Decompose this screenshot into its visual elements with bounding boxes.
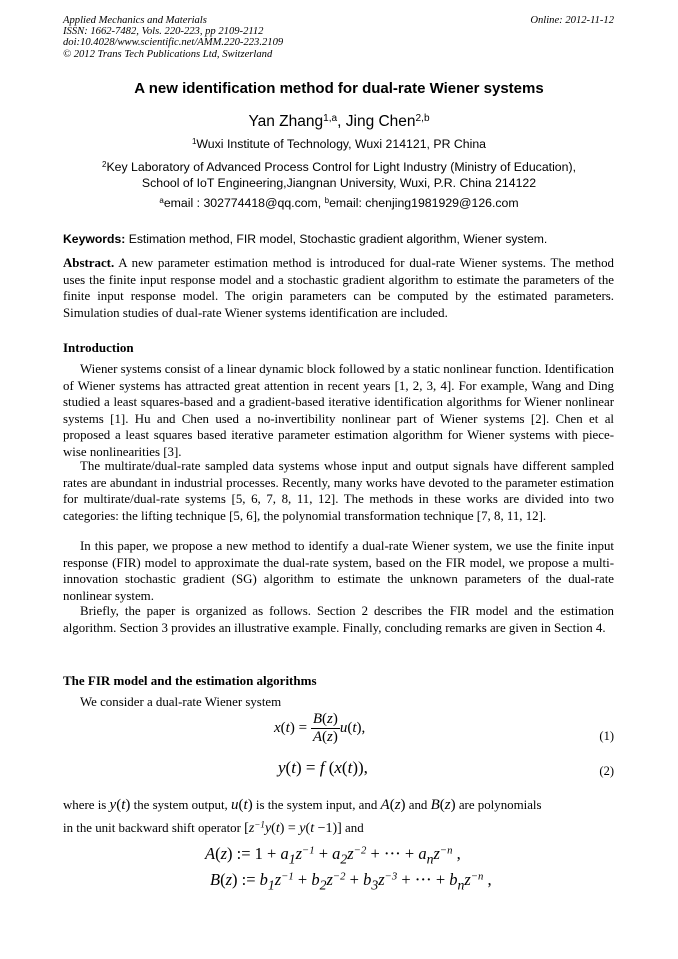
paper-title: A new identification method for dual-rate Wiener systems [134,80,544,97]
email-address: email : 302774418@qq.com, [163,196,325,210]
online-date: Online: 2012-11-12 [530,15,614,26]
keywords-label: Keywords: [63,232,126,246]
equation-number: (1) [599,729,614,743]
equation-b-polynomial: B(z) := $b_1z^{-1} + b_2z^{-2} + b_3z^{-3}$ + ⋅⋅⋅ + $b_nz^{-n}$ , [210,870,492,893]
journal-header [63,15,614,60]
author-name: Yan Zhang [248,113,324,130]
body-paragraph: in the unit backward shift operator $[z^{-1}y(t) = y(t -1)]$ and [63,819,364,836]
keywords [63,232,615,246]
body-paragraph: The multirate/dual-rate sampled data systems whose input and output signals have different sampled rates are abundant in industrial processes. Recently, many works have devoted to the parameter estimation for multirate/dual-rate systems [5, 6, 7, 8, 11, 12]. The methods in these works are divided into two categories: the lifting technique [5, 6], the polynomial transformation technique [7, 8, 11, 12]. [63,459,614,523]
text-run: and [405,798,431,812]
text-run: in the unit backward shift operator [63,821,245,835]
equation-2: y(t) = f (x(t)), [278,758,368,777]
author-name: Jing Chen [345,113,416,130]
text-run: is the system input, and [252,798,381,812]
body-paragraph: We consider a dual-rate Wiener system [80,695,282,709]
affiliation-text: School of IoT Engineering,Jiangnan University, Wuxi, P.R. China 214122 [141,176,537,190]
text-run: are polynomials [455,798,542,812]
abstract-text: A new parameter estimation method is introduced for dual-rate Wiener systems. The method uses the finite input response model and a stochastic gradient algorithm to estimate the parameters of the finite input response model. The origin parameters can be computed by the estimated parameters. Simulation studies of dual-rate Wiener systems identification are included. [63,256,614,320]
email-line [0,195,678,211]
body-paragraph: Briefly, the paper is organized as follows. Section 2 describes the FIR model and the estimation algorithm. Section 3 provides an illustrative example. Finally, concluding remarks are given in Section 4. [63,604,614,635]
email-address: email: chenjing1981929@126.com [329,196,519,210]
equation-1: x(t) = $\frac{B(z)}{A(z)}$ u(t), [274,711,366,745]
email-superscript: a [159,196,164,206]
section-heading: The FIR model and the estimation algorithms [63,673,317,688]
affiliation-superscript: 1 [191,137,197,147]
equation-a-polynomial: A(z) := $1 + a_1z^{-1} + a_2z^{-2}$ + ⋅⋅⋅ + $a_nz^{-n}$ , [205,844,461,867]
section-heading: Introduction [63,340,134,355]
body-paragraph: In this paper, we propose a new method to identify a dual-rate Wiener system, we use the finite input response (FIR) model to approximate the dual-rate system, based on the FIR model, we propose a multi-innovation stochastic gradient (SG) algorithm to estimate the unknown parameters of the dual-rate nonlinear system. [63,539,614,603]
affiliation-superscript: 2 [101,160,107,170]
author-separator: , [337,113,346,130]
doi-line: doi:10.4028/www.scientific.net/AMM.220-223.2109 [63,37,284,49]
text-run: the system output, [130,798,232,812]
affiliation-text: Key Laboratory of Advanced Process Control for Light Industry (Ministry of Education), [106,160,576,174]
body-paragraph: Wiener systems consist of a linear dynamic block followed by a static nonlinear function. Identification of Wiener systems has attracted great attention in recent years [1, 2, 3, 4]. For example, Wang and Ding studied a least squares-based and a gradient-based iterative identification algorithms for Wiener nonlinear systems [1]. Hu and Chen used a no-invertibility nonlinear part of Wiener systems [2]. Chen et al proposed a least squares based iterative parameter estimation algorithm for Wiener systems with piece-wise nonlinearities [3]. [63,362,614,459]
copyright-line: © 2012 Trans Tech Publications Ltd, Switzerland [63,48,273,60]
affiliation-2 [0,159,678,191]
affiliation-1 [0,136,678,152]
author-line [0,113,678,131]
body-paragraph: where is y(t) the system output, u(t) is the system input, and A(z) and B(z) are polynomials [63,797,542,813]
journal-name: Applied Mechanics and Materials [63,15,207,26]
equation-number: (2) [599,764,614,778]
email-superscript: b [324,196,330,206]
text-run: where is [63,798,110,812]
author-superscript: 1,a [323,112,338,124]
keywords-text: Estimation method, FIR model, Stochastic gradient algorithm, Wiener system. [125,232,548,246]
abstract-label: Abstract. [63,256,115,270]
author-superscript: 2,b [415,112,430,124]
abstract [63,255,614,321]
text-run: and [341,821,364,835]
affiliation-text: Wuxi Institute of Technology, Wuxi 214121, PR China [196,137,487,151]
issn-line: ISSN: 1662-7482, Vols. 220-223, pp 2109-2112 [63,26,264,38]
